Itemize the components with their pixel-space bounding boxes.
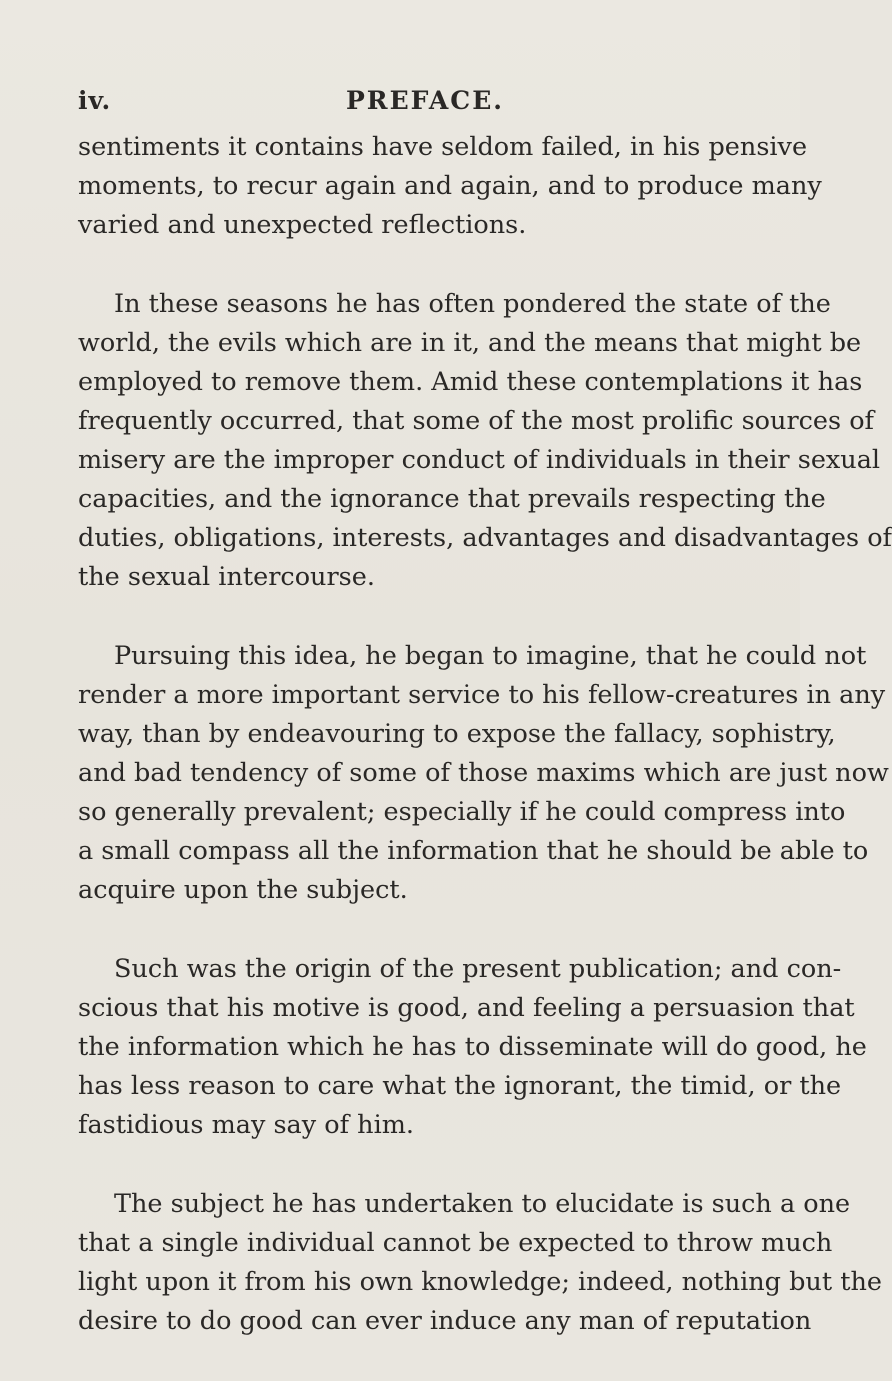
text-line: a small compass all the information that he should be able to (78, 836, 869, 866)
text-line: frequently occurred, that some of the most prolific sources of (78, 406, 874, 436)
text-line: light upon it from his own knowledge; indeed, nothing but the (78, 1267, 882, 1297)
text-line: acquire upon the subject. (78, 875, 408, 905)
text-line: desire to do good can ever induce any man of reputation (78, 1306, 812, 1336)
running-title: PREFACE. (346, 86, 504, 115)
text-line: duties, obligations, interests, advantages and disadvantages of (78, 523, 892, 553)
text-line: scious that his motive is good, and feeling a persuasion that (78, 993, 855, 1023)
text-line: Such was the origin of the present publication; and con- (114, 954, 842, 984)
body-text (78, 128, 892, 1381)
text-line: and bad tendency of some of those maxims which are just now (78, 758, 889, 788)
paragraph (78, 128, 822, 245)
running-head (78, 86, 760, 116)
text-line: moments, to recur again and again, and to produce many (78, 171, 822, 201)
text-line: The subject he has undertaken to elucidate is such a one (114, 1189, 851, 1219)
text-line: sentiments it contains have seldom failed, in his pensive (78, 132, 808, 162)
text-line: render a more important service to his fellow-creatures in any (78, 680, 886, 710)
text-line: Pursuing this idea, he began to imagine, that he could not (114, 641, 867, 671)
text-line: the information which he has to disseminate will do good, he (78, 1032, 867, 1062)
text-line: that a single individual cannot be expected to throw much (78, 1228, 833, 1258)
paragraph (78, 637, 889, 910)
text-line: fastidious may say of him. (78, 1110, 415, 1140)
paragraph (78, 285, 892, 597)
text-line: In these seasons he has often pondered the state of the (114, 289, 831, 319)
text-line: so generally prevalent; especially if he could compress into (78, 797, 846, 827)
text-line: misery are the improper conduct of individuals in their sexual (78, 445, 881, 475)
text-line: varied and unexpected reflections. (78, 210, 527, 240)
text-line: capacities, and the ignorance that prevails respecting the (78, 484, 826, 514)
text-line: has less reason to care what the ignorant, the timid, or the (78, 1071, 842, 1101)
text-line: the sexual intercourse. (78, 562, 375, 592)
paragraph (78, 950, 867, 1145)
text-line: world, the evils which are in it, and the means that might be (78, 328, 862, 358)
page-number: iv. (78, 86, 112, 115)
text-line: way, than by endeavouring to expose the fallacy, sophistry, (78, 719, 836, 749)
paragraph (78, 1185, 882, 1341)
text-line: employed to remove them. Amid these contemplations it has (78, 367, 863, 397)
